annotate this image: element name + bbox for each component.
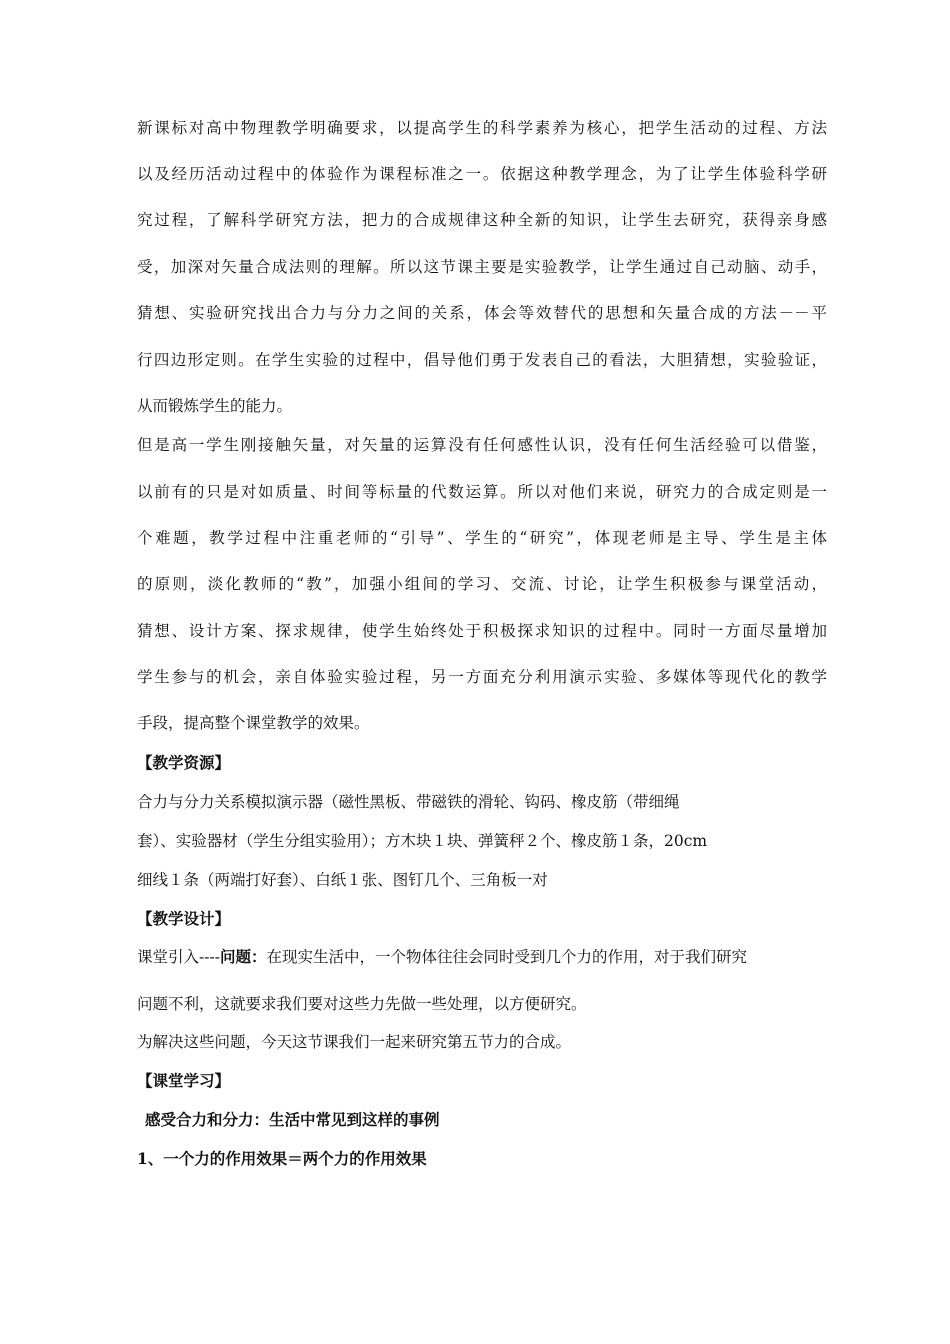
paragraph-1-line-6: 行四边形定则。在学生实验的过程中，倡导他们勇于发表自己的看法，大胆猜想，实验验证， (137, 351, 827, 369)
heading-resources: 【教学资源】 (137, 753, 231, 772)
paragraph-2-line-1: 但是高一学生刚接触矢量，对矢量的运算没有任何感性认识，没有任何生活经验可以借鉴， (137, 436, 827, 454)
paragraph-2-line-2: 以前有的只是对如质量、时间等标量的代数运算。所以对他们来说，研究力的合成定则是一 (137, 483, 827, 501)
paragraph-1-line-2: 以及经历活动过程中的体验作为课程标准之一。依据这种教学理念，为了让学生体验科学研 (137, 165, 827, 183)
design-intro-question: 问题： (219, 947, 267, 966)
heading-learning: 【课堂学习】 (137, 1071, 231, 1090)
paragraph-1-line-7: 从而锻炼学生的能力。 (137, 397, 293, 415)
paragraph-2-line-4: 的原则，淡化教师的“教”，加强小组间的学习、交流、讨论，让学生积极参与课堂活动， (137, 575, 827, 593)
design-intro-line-3: 为解决这些问题，今天这节课我们一起来研究第五节力的合成。 (137, 1033, 572, 1051)
paragraph-2-line-3: 个难题，教学过程中注重老师的“引导”、学生的“研究”，体现老师是主导、学生是主体 (137, 529, 827, 547)
design-intro-line-1 (137, 946, 827, 968)
design-intro-text: 在现实生活中，一个物体往往会同时受到几个力的作用，对于我们研究 (266, 948, 747, 966)
heading-design: 【教学设计】 (137, 909, 231, 928)
resources-line-1: 合力与分力关系模拟演示器（磁性黑板、带磁铁的滑轮、钩码、橡皮筋（带细绳 (137, 793, 680, 811)
paragraph-2-line-7: 手段，提高整个课堂教学的效果。 (137, 714, 370, 732)
paragraph-2-line-5: 猜想、设计方案、探求规律，使学生始终处于积极探求知识的过程中。同时一方面尽量增加 (137, 622, 827, 640)
paragraph-1-line-3: 究过程，了解科学研究方法，把力的合成规律这种全新的知识，让学生去研究，获得亲身感 (137, 211, 827, 229)
resources-line-2: 套）、实验器材（学生分组实验用）；方木块１块、弹簧秤２个、橡皮筋１条，20cm (137, 832, 708, 850)
learning-subheading: 感受合力和分力：生活中常见到这样的事例 (145, 1110, 440, 1129)
paragraph-2-line-6: 学生参与的机会，亲自体验实验过程，另一方面充分利用演示实验、多媒体等现代化的教学 (137, 668, 827, 686)
design-intro-line-2: 问题不利，这就要求我们要对这些力先做一些处理，以方便研究。 (137, 995, 587, 1013)
resources-line-3: 细线１条（两端打好套）、白纸１张、图钉几个、三角板一对 (137, 871, 548, 889)
paragraph-1-line-5: 猜想、实验研究找出合力与分力之间的关系，体会等效替代的思想和矢量合成的方法－－平 (137, 304, 827, 322)
design-intro-prefix: 课堂引入---- (137, 948, 220, 966)
paragraph-1-line-4: 受，加深对矢量合成法则的理解。所以这节课主要是实验教学，让学生通过自己动脑、动手， (137, 258, 827, 276)
learning-item-1: 1、一个力的作用效果＝两个力的作用效果 (137, 1149, 427, 1168)
paragraph-1-line-1: 新课标对高中物理教学明确要求，以提高学生的科学素养为核心，把学生活动的过程、方法 (137, 119, 827, 137)
